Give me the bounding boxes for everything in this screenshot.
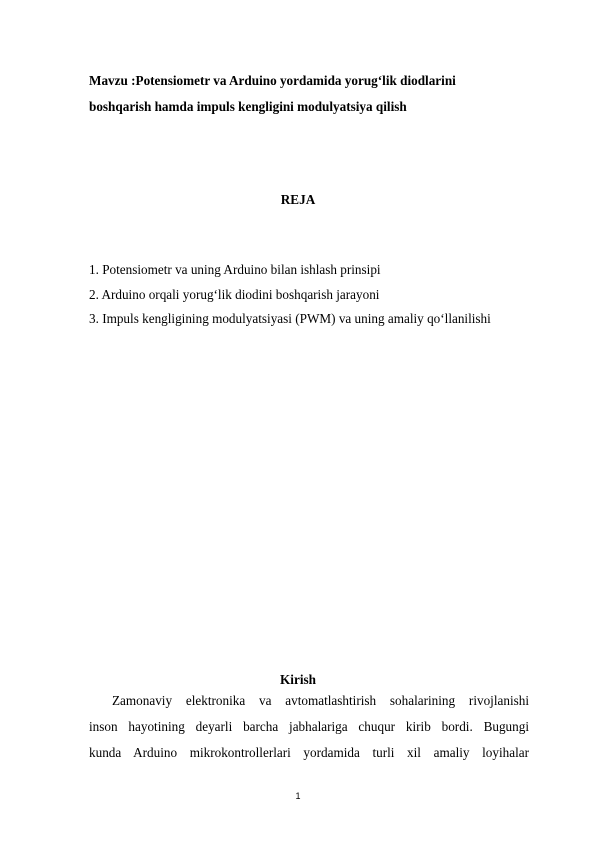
page-number: 1 [295, 791, 301, 801]
intro-paragraph [89, 688, 529, 766]
intro-line: kunda Arduino mikrokontrollerlari yordamida turli xil amaliy loyihalar [89, 745, 529, 760]
plan-list [89, 258, 491, 332]
title-line: boshqarish hamda impuls kengligini modulyatsiya qilish [89, 99, 407, 114]
intro-line: Zamonaviy elektronika va avtomatlashtirish sohalarining rivojlanishi [112, 693, 529, 708]
document-title [89, 68, 529, 120]
plan-item: 3. Impuls kengligining modulyatsiyasi (PWM) va uning amaliy qo‘llanilishi [89, 311, 491, 326]
intro-heading: Kirish [280, 672, 316, 687]
plan-heading: REJA [280, 192, 316, 207]
plan-item: 2. Arduino orqali yorug‘lik diodini boshqarish jarayoni [89, 286, 380, 302]
title-line: Mavzu :Potensiometr va Arduino yordamida yorug‘lik diodlarini [89, 73, 456, 88]
intro-line: inson hayotining deyarli barcha jabhalariga chuqur kirib bordi. Bugungi [89, 719, 529, 734]
plan-item: 1. Potensiometr va uning Arduino bilan ishlash prinsipi [89, 262, 381, 277]
